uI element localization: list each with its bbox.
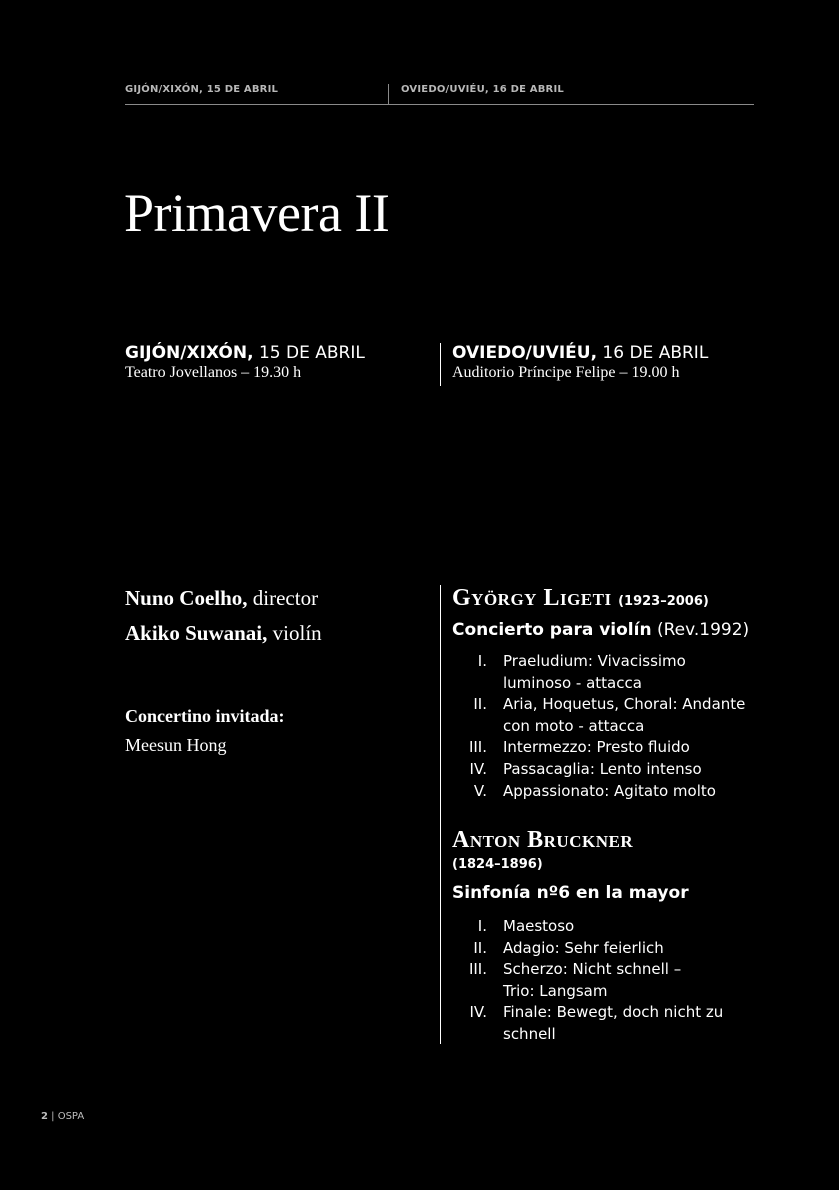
movement-title: Maestoso [503, 917, 575, 935]
performer-soloist [125, 616, 322, 651]
movement-title: Praeludium: Vivacissimo luminoso - attacca [503, 652, 686, 692]
venue-place: Auditorio Príncipe Felipe – 19.00 h [452, 364, 680, 381]
performer-role: director [247, 586, 319, 610]
movement [452, 1002, 752, 1045]
work-note: (Rev.1992) [656, 620, 750, 640]
venue-oviedo [440, 343, 708, 386]
movement [452, 737, 752, 759]
performer-role: violín [267, 621, 322, 645]
movement-number: V. [473, 781, 487, 800]
movement-number: II. [473, 938, 487, 957]
movement-number: I. [477, 652, 487, 670]
movement [452, 916, 752, 938]
movement-number: II. [473, 695, 487, 714]
venue-city-line [452, 343, 708, 363]
movement-title: Intermezzo: Presto fluido [503, 738, 690, 757]
movement-title: Appassionato: Agitato molto [503, 781, 716, 800]
composer-dates: (1923–2006) [618, 594, 709, 609]
footer-separator: | [47, 1111, 58, 1122]
movement-title: Finale: Bewegt, doch nicht zu schnell [503, 1003, 724, 1043]
movement [452, 651, 752, 694]
running-header-divider [388, 84, 389, 104]
performer-conductor [125, 581, 322, 616]
composer-bruckner [452, 827, 633, 854]
concertino-label: Concertino invitada: [125, 706, 285, 726]
running-header-right: OVIEDO/UVIÉU, 16 DE ABRIL [401, 84, 564, 95]
performers [125, 581, 322, 651]
movement [452, 959, 752, 1002]
movement-title: Scherzo: Nicht schnell – Trio: Langsam [503, 960, 682, 1000]
composer-name: Anton Bruckner [452, 827, 634, 853]
movement-list [452, 651, 752, 802]
movement-title: Adagio: Sehr feierlich [503, 938, 664, 957]
movement [452, 781, 752, 803]
concertino-name: Meesun Hong [125, 735, 227, 755]
performer-name: Nuno Coelho, [125, 586, 248, 610]
movement-number: III. [468, 960, 487, 979]
running-header-left: GIJÓN/XIXÓN, 15 DE ABRIL [125, 84, 279, 95]
movement-number: IV. [469, 1003, 487, 1022]
venue-city-line [125, 343, 365, 363]
page-footer [41, 1111, 84, 1122]
page-title: Primavera II [124, 183, 390, 243]
movement [452, 938, 752, 960]
venue-date: 15 DE ABRIL [253, 343, 365, 363]
running-header [125, 84, 754, 105]
composer-dates: (1824–1896) [452, 857, 543, 872]
composer-name: György Ligeti [452, 585, 612, 611]
program [440, 585, 757, 1044]
work-name: Concierto para violín [452, 620, 652, 640]
venue-date: 16 DE ABRIL [597, 343, 709, 363]
work-title [452, 883, 689, 903]
movement-title: Passacaglia: Lento intenso [503, 759, 702, 778]
venue-city: GIJÓN/XIXÓN, [125, 343, 254, 363]
venue-place: Teatro Jovellanos – 19.30 h [125, 364, 302, 381]
movement [452, 759, 752, 781]
footer-label: OSPA [57, 1111, 85, 1122]
movement-title: Aria, Hoquetus, Choral: Andante con moto - attacca [503, 695, 746, 735]
work-name: Sinfonía nº6 en la mayor [452, 883, 689, 903]
movement [452, 694, 752, 737]
venue-gijon [125, 343, 365, 382]
composer-ligeti [452, 585, 709, 612]
performer-name: Akiko Suwanai, [125, 621, 268, 645]
movement-number: I. [477, 917, 487, 935]
work-title [452, 620, 749, 640]
movement-number: III. [468, 738, 487, 757]
concertino [125, 706, 285, 756]
movement-number: IV. [469, 759, 487, 778]
venue-city: OVIEDO/UVIÉU, [452, 343, 598, 363]
movement-list [452, 916, 752, 1046]
page-number: 2 [41, 1111, 48, 1122]
